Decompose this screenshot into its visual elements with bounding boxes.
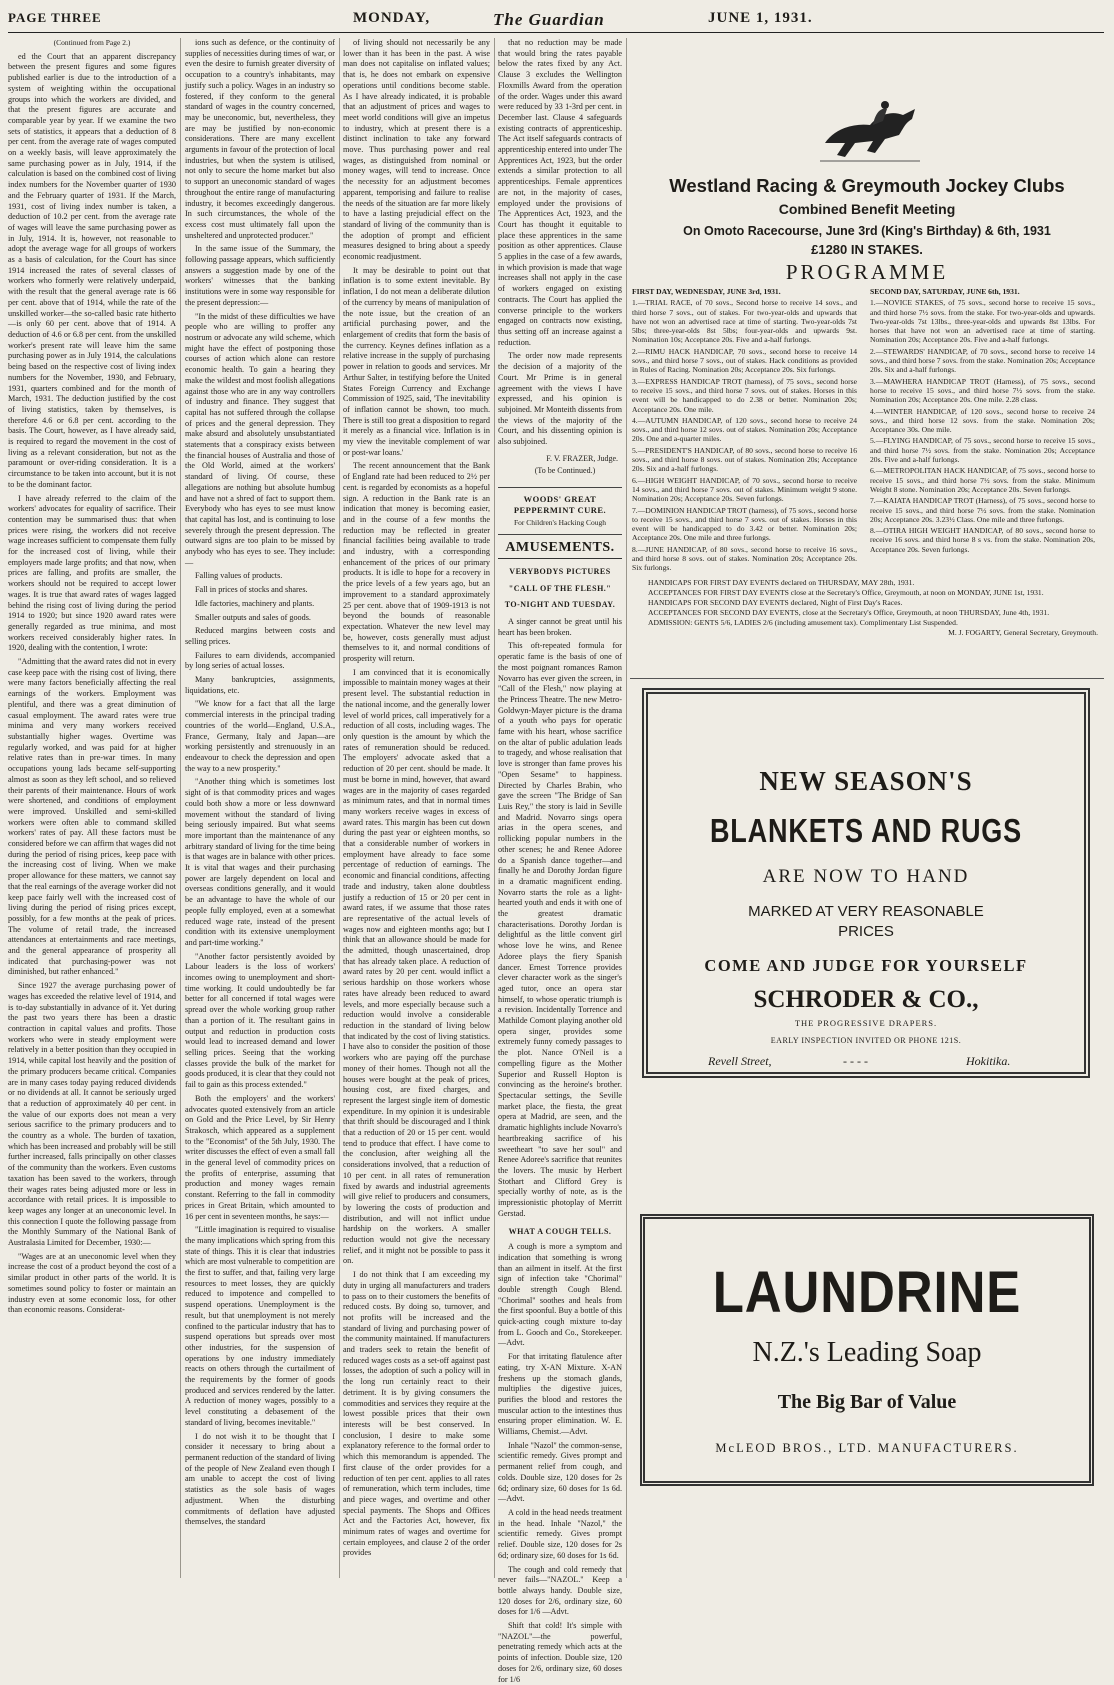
peppermint-ad-title: WOODS' GREAT PEPPERMINT CURE. [513, 494, 607, 515]
article-list-item: Idle factories, machinery and plants. [195, 598, 315, 608]
town-name: Hokitika. [966, 1054, 1011, 1068]
article-paragraph: that no reduction may be made that would bring the rates payable below the rates fixed by any Act. Clause 3 excludes the Wellington Floxmills Award from the operation of the order. Wages under this award were reduced by 33 1-3rd per cent. in December last. Clause 4 safeguards existing contracts of apprenticeship. The Act itself safeguards contracts of apprenticeship entered into under The Apprentices Act, 1923, but the order extends a similar protection to all apprenticeships. Female apprentices are not, in the majority of cases, employed under the provisions of The Apprentices Act, 1923, and the Court has thought it equitable to place these apprentices in the same position as other apprentices. Clause 5 applies in the case of a few awards, in which provision is made that wage increases shall not apply in the case of workers engaged on existing contracts. The Court has applied the converse principle to the workers engaged on contracts now existing, thus setting off an increase against a reduction. [498, 38, 622, 347]
race-event: 6.—HIGH WEIGHT HANDICAP, of 70 sovs., second horse to receive 14 sovs., and third horse 7 sovs. out of stakes. Minimum weight 9 stone. Nomination 20s; Acceptance 20s. Seven furlongs. [632, 475, 857, 504]
notice-line: ACCEPTANCES FOR SECOND DAY EVENTS, close at the Secretary's Office, Greymouth, at noon THURSDAY, June 4th, 1931. [648, 608, 1050, 617]
race-event: 8.—JUNE HANDICAP, of 80 sovs., second horse to receive 16 sovs., and third horse 8 sovs. out of stakes. Nomination 20s; Acceptance 20s. Six furlongs. [632, 544, 857, 573]
article-paragraph: ions such as defence, or the continuity of supplies of necessities during times of war, or even the desire to furnish greater diversity of occupation to a country's inhabitants, may justify such a policy. Wages in an industry so fostered, if they conform to the general standard of wages in the country concerned, may be uneconomic, but, nevertheless, they are may be justified by non-economic considerations. There are many excellent arguments in favour of the protection of local industries, but when the system is utilised, not only to secure the home market but also to support an uneconomic standard of wages throughout the entire range of manufacturing industry, it becomes exceedingly dangerous. In such circumstances, the whole of the excess cost must ultimately fall upon the unsheltered and unprotected producer." [185, 38, 335, 240]
laundrine-soap-advertisement [640, 1214, 1094, 1486]
page-label: PAGE THREE [8, 10, 102, 25]
article-paragraph: In the same issue of the Summary, the following passage appears, which sufficiently answers a suggestion made by one of the workers' witnesses that the banking institutions were in some way responsible for the present depression:— [185, 244, 335, 307]
article-column-4 [498, 38, 622, 1684]
article-paragraph: "Little imagination is required to visualise the many implications which spring from this state of things. This it is clear that industries which are most vulnerable to competition are the first to suffer, and that, failing very large resources to meet losses, they are quickly reduced to impotence and compelled to suspend operations. Unemployment is the result, but that unemployment is not merely confined to the particular industry that has to suspend operations but spreads over most other industries, for the suspension of operations by one industry immediately reacts on others through the curtailment of the requirements by the former of goods produced and services rendered by the latter. A reduction of money wages, possibly to a level constituting a debasement of the standard of living, becomes inevitable." [185, 1225, 335, 1427]
article-paragraph: I am convinced that it is economically impossible to maintain money wages at their present level. The substantial reduction in the national income, and the generally lower level of world prices, call imperatively for a reduction of all costs, including wages. The only question is the amount by which the rates of remuneration should be reduced. The employers' advocate asked that a reduction of 20 per cent. should be made. It must be borne in mind, however, that award wages are in the majority of cases regarded as minimum rates, and that in normal times many workers receive wages in excess of award rates. This margin has been cut down during the past year or eighteen months, so that a considerable number of workers in employment have already to face some percentage of reduction of earnings. The economic and financial conditions, affecting trade and industry, taken alone doubtless justify a reduction of 15 or 20 per cent in award rates, if we assume that those rates are representative of the actual levels of wages now and eighteen months ago; but I think that an allowance should be made for the admitted, though unascertained, drop that has already taken place. A reduction of award rates by 20 per cent. would inflict a serious hardship on those workers whose rates have already been reduced to award levels, and more especially because such a reduction would involve a considerable reduction in the standard of living below that indicated by the cost of living statistics. I have also to consider the position of those workers who are paying off the purchase money of their homes. Though not all the houses were bought at the peak of prices, housing cost, are fixed charges, and represent the largest single item of domestic expenditure. In my opinion it is undesirable that thrift should be discouraged and I think that a reduction of 20 or 15 per cent. would tend to produce that effect. I have come to the conclusion, after weighing all the considerations involved, that a reduction of 10 per cent. in all rates of remuneration fixed by awards and industrial agreements will give relief to producers and consumers, by lowering the costs of production and distribution, and will not inflict undue hardship on the workers. A smaller reduction would not give the necessary relief, and it might not be possible to pass it on. [343, 667, 490, 1266]
article-paragraph: "We know for a fact that all the large commercial interests in the principal trading countries of the world—England, U.S.A., France, Germany, Italy and Japan—are working persistently and strenuously in an endeavour to check the depression and open the way to a new prosperity." [185, 699, 335, 773]
masthead [8, 8, 1104, 33]
programme-heading: PROGRAMME [785, 260, 949, 284]
article-column-3 [343, 38, 490, 1578]
article-paragraph: "Another thing which is sometimes lost sight of is that commodity prices and wages could both show a more or less downward movement without the standard of living being seriously impaired. But what seems more important than the maintenance of any arbitrary standard of living for the time being is that wages are in balance with other prices. It is vital that wages and their purchasing power are largely dependent on local and overseas conditions generally, and it would be an advantage to have the whole of our people fully employed, even at a somewhat reduced wage rate, instead of the present condition with its extensive unemployment and part-time working." [185, 777, 335, 947]
second-day-programme [870, 287, 1095, 556]
race-event: 1.—NOVICE STAKES, of 75 sovs., second horse to receive 15 sovs., and third horse 7½ sovs. from the stake. For two-year-olds and upwards. Two-year-olds 7st 13lbs., three-year-olds and upwards 8st 13lbs. For horses that have not won an advertised race at time of starting. Nomination 20s; Acceptance 20s. Five and a-half furlongs. [870, 298, 1095, 345]
blankets-rugs-heading: BLANKETS AND RUGS [709, 812, 1023, 849]
race-event: 2.—RIMU HACK HANDICAP, 70 sovs., second horse to receive 14 sovs., and third horse 7 sovs., out of stakes. Hack conditions as provided in Rules of Racing. Nomination 20s; Acceptance 20s. Six furlongs. [632, 346, 857, 375]
article-paragraph: I do not wish it to be thought that I consider it necessary to bring about a permanent reduction of the standard of living of the people of New Zealand even though I am unable to accept the cost of living statistics as the sole basis of wages adjustment. When the disturbing commitments of deflation have adjusted themselves, the standard [185, 1431, 335, 1527]
laundrine-brand: LAUNDRINE [712, 1260, 1022, 1325]
article-list-item: Failures to earn dividends, accompanied by long series of actual losses. [185, 650, 335, 671]
peppermint-cure-ad [498, 487, 622, 535]
amusements-section [498, 540, 622, 611]
advert-paragraph: Inhale "Nazol" the common-sense, scientific remedy. Gives prompt and permanent relief from cough, and colds. Double size, 120 doses for 2s 6d; ordinary size, 60 doses for 1s 6d.—Advt. [498, 1440, 622, 1504]
firm-name: SCHRODER & CO., [753, 986, 979, 1013]
article-paragraph: "Another factor persistently avoided by Labour leaders is the loss of workers' incomes owing to unemployment and short-time working. It could undoubtedly be far better for all concerned if total wages were spread over the whole working group rather than a portion of it. The resultant gains in output and reduction in production costs would lead to increased demand and lower selling prices. Seeing that the working classes provide the bulk of the market for goods produced, it is clear that they could not fail to gain as this process extended." [185, 951, 335, 1090]
review-paragraph: A singer cannot be great until his heart has been broken. [498, 617, 622, 637]
race-event: 4.—WINTER HANDICAP, of 120 sovs., second horse to receive 24 sovs., and third horse 12 sovs. from the stake. Nomination 20s; Acceptance 30s. One mile. [870, 406, 1095, 435]
film-title: "CALL OF THE FLESH." [508, 583, 612, 593]
manufacturer-line: McLEOD BROS., LTD. MANUFACTURERS. [715, 1441, 1019, 1455]
article-column-2 [185, 38, 335, 1578]
amusements-heading: AMUSEMENTS. [498, 543, 622, 559]
article-paragraph: Since 1927 the average purchasing power of wages has exceeded the relative level of 1914, and is to-day substantially in advance of it. Yet during the past two years there has been a drastic contraction in capital values and profits. Those workers who were in steady employment were relatively in a better position than they occupied in 1914, while capital lost heavily and the position of the primary producers became critical. Companies are in many cases today paying reduced dividends or no dividends at all. It cannot be seriously urged that a reduction of approximately 40 per cent. in the value of our exports does not mean a very serious sacrifice to the primary producers and to the country as a whole. The burden of taxation, which has been increased and probably will be still further increased, falls principally on other classes of the community than the workers. Even customs taxation has been saved to the workers, through their wages rates being adjusted more or less in accordance with retail prices. It is impossible to keep wages any longer at an uneconomic level. In this connection I quote the following passage from the Monthly Summary of the National Bank of Australasia Limited for December, 1930:— [8, 981, 176, 1248]
to-be-continued: (To be Continued.) [534, 466, 596, 476]
race-event: 5.—FLYING HANDICAP, of 75 sovs., second horse to receive 15 sovs., and third horse 7½ sovs. from the stake. Nomination 20s; Acceptance 20s. Five and a-half furlongs. [870, 436, 1095, 465]
advert-paragraph: A cough is more a symptom and indication that something is wrong than an ailment in itself. At the first sign of infection take "Chorimal" double strength Cough Blend. "Chorimal" soothes and heals from the first spoonful. Buy a bottle of this quick-acting cough mixture to-day from L. Gooch and Co., Storekeeper.—Advt. [498, 1242, 622, 1348]
article-list-item: Fall in prices of stocks and shares. [195, 585, 308, 595]
address-dashes: - - - - [843, 1054, 868, 1068]
racing-advertisement [630, 38, 1104, 679]
continued-note: (Continued from Page 2.) [53, 38, 131, 47]
notice-line: HANDICAPS FOR FIRST DAY EVENTS declared on THURSDAY, MAY 28th, 1931. [648, 578, 915, 587]
advert-paragraph: For that irritating flatulence after eating, try X-AN Mixture. X-AN freshens up the stomach glands, multiplies the digestive juices, purifies the blood and restores the muscular action to the intestines thus ensuring proper elimination. W. E. Williams, Chemist.—Advt. [498, 1352, 622, 1437]
race-event: 2.—STEWARDS' HANDICAP, of 70 sovs., second horse to receive 14 sovs., and third horse 7 sovs. from the stake. Nomination 20s; Acceptance 20s. Six and a-half furlongs. [870, 346, 1095, 375]
article-list-item: Falling values of products. [195, 571, 283, 581]
stakes-total: £1280 IN STAKES. [811, 242, 923, 257]
issue-date: JUNE 1, 1931. [708, 10, 813, 26]
big-bar-slogan: The Big Bar of Value [777, 1391, 957, 1413]
race-event: 6.—METROPOLITAN HACK HANDICAP, of 75 sovs., second horse to receive 15 sovs., and third horse 7½ sovs. from the stake. Minimum Weight 8 stone. Nomination 20s; Acceptance 20s. Seven furlongs. [870, 466, 1095, 494]
issue-day: MONDAY, [353, 10, 431, 26]
reasonable-prices: MARKED AT VERY REASONABLE PRICES [748, 903, 984, 940]
newspaper-title: The Guardian [493, 10, 605, 29]
article-paragraph: ed the Court that an apparent discrepancy between the present figures and some figures published earlier is due to the introduction of a system of weighting within the occupational groups into which the workers are divided, and that the present figures are accurate and comparable year by year. If we examine the two sets of statistics, it appears that a deduction of 8 per cent. from the average rate of wages computed on a weekly basis, will leave approximately the same purchasing power as in July, 1914, if the calculation is based on the combined cost of living index numbers for the November quarter of 1930 and the February quarter of 1931. If the March, 1931, cost of living index number is taken, a deduction of 10.2 per cent. from the average rate of wages will leave the same purchasing power as in July, 1914. It is, however, not reasonable to adopt the average wage for all groups of workers as a basis of calculation, for the Court has since 1914 increased the rates of several classes of workers who formerly were relatively underpaid, with the result that the general average rate is 66 per cent. above that of 1914, while the rate of the unskilled worker—the so-called basic rate hitherto—is only 60 per cent. above that of 1914. A deduction of 4.6 or 6.8 per cent. from the unskilled worker's present rate will leave him the same purchasing power as in July 1914, the calculations being based on the respective cost of living index numbers for the November, 1930, and February, 1931, quarters combined and for the month of March, 1931. The deduction justified by the cost of living statistics, taken by themselves, is therefore 4.6 or 6.8 per cent. according to the basis. The Court, however, as I have already said, is required to regard the movement in the cost of living as a relevant consideration, but not as the paramount or over-riding consideration. It is a circumstance to be taken into account, but it is not to be the dominant factor. [8, 51, 176, 489]
race-venue: On Omoto Racecourse, June 3rd (King's Birthday) & 6th, 1931 [683, 224, 1051, 238]
article-paragraph: "Admitting that the award rates did not in every case keep pace with the rising cost of living, there were many factors beneficially affecting the real earnings of the workers. Employment was plentiful, and there was a great diminution of casual employment. The award rates were true minima and very many workers received substantially higher wages. Overtime was regularly worked, and was paid for at higher relative rates than in pre-war times. In many occupations young lads became self-supporting almost as soon as they left school, and so relieved their parents of their maintenance. Hours of work were shortened, and conditions of employment were improved. Unskilled and semi-skilled workers were often able to command skilled workers' rates of pay. All these factors must be considered before we can affirm that wages did not during the period of rising prices, keep pace with the increasing cost of living. When we make proper allowance for these matters, we cannot say that the real earnings of the average worker did not keep pace fairly well with the increased cost of living during the period of rising prices except, possibly, for a few months at the peak of prices. The volume of retail trade, the increased attendances at entertainments and race meetings, and the general appearance of prosperity all indicated that purchasing-power was not diminished, but rather enhanced." [8, 657, 176, 977]
article-column-1 [8, 38, 176, 1578]
column-rule [339, 38, 340, 1578]
article-list-item: Reduced margins between costs and selling prices. [185, 626, 335, 646]
horse-and-jockey-illustration [815, 83, 925, 168]
article-paragraph: Both the employers' and the workers' advocates quoted extensively from an article on Gold and the Price Level, by Sir Henry Strakosch, which appeared as a supplement to the "Economist" of the 5th July, 1930. The writer discusses the effect of even a small fall in the general level of commodity prices on the profits of enterprise, assuming that production and money wages remain constant. Referring to the fall in commodity prices in Great Britain, which amounted to 16 per cent in seventeen months, he says:— [185, 1093, 335, 1221]
come-and-judge: COME AND JUDGE FOR YOURSELF [704, 956, 1028, 975]
article-paragraph: It may be desirable to point out that inflation is to some extent inevitable. By inflation, I do not mean a deliberate dilution of the currency by means of manipulation of the note issue, but the creation of an artificial purchasing power, and the enlargement of credits that form the basis of the currency. Keynes defines inflation as a relative increase in the supply of purchasing power in relation to goods and services. Mr Arthur Salter, in testifying before the United States Foreign Currency and Exchange Commission of 1925, said, 'The inevitability of inflation cannot be shown, too much. There is still too great a disposition to regard it merely as a financial vice. Inflation is in my view the inevitable complement of war or post-war loans.' [343, 265, 490, 457]
new-seasons-heading: NEW SEASON'S [759, 766, 973, 796]
article-paragraph: "Wages are at an uneconomic level when they increase the cost of a product beyond the cost of a similar product in other parts of the world. It is sometimes sound policy to foster or maintain an industry even at some economic loss, for other than economic reasons. Considerat- [8, 1251, 176, 1315]
race-event: 1.—TRIAL RACE, of 70 sovs., Second horse to receive 14 sovs., and third horse 7 sovs., out of stakes. For two-year-olds and upwards that have not won an advertised race at time of starting. Two-year-olds 7st 5lbs; three-year-olds 8st 5lbs; four-year-olds and upwards 9st. Nomination 10s; Acceptance 20s. Five and a-half furlongs. [632, 298, 857, 345]
race-event: 7.—DOMINION HANDICAP TROT (harness), of 75 sovs., second horse to receive 15 sovs., and third horse 7 sovs. out of stakes. Horses in this event will be handicapped to do 3.42 or better. Nomination 20s; Acceptance 20s. One mile and three furlongs. [632, 505, 857, 543]
racing-club-name: Westland Racing & Greymouth Jockey Clubs [669, 175, 1065, 196]
blankets-advertisement [642, 688, 1090, 1078]
now-to-hand: ARE NOW TO HAND [762, 866, 970, 887]
racing-notices [648, 578, 1098, 638]
first-day-heading: FIRST DAY, WEDNESDAY, JUNE 3rd, 1931. [632, 287, 781, 296]
advert-paragraph: Shift that cold! It's simple with "NAZOL"—the powerful, penetrating remedy which acts at the points of infection. Double size, 120 doses for 2/6, ordinary size, 60 doses for 1/6 [498, 1621, 622, 1684]
peppermint-ad-subtitle: For Children's Hacking Cough [514, 517, 606, 527]
article-paragraph: The order now made represents the decision of a majority of the Court. Mr Prime is in general agreement with the views I have expressed, and his opinion is subjoined. Mr Monteith dissents from the views of the majority of the Court, and his dissenting opinion is also subjoined. [498, 351, 622, 447]
race-event: 3.—EXPRESS HANDICAP TROT (harness), of 75 sovs., second horse to receive 15 sovs., and third horse 7 sovs. out of stakes. Horses in this event will be handicapped to do 2.38 or better. Nomination 20s; Acceptance 20s. One mile. [632, 376, 857, 414]
firm-tagline: THE PROGRESSIVE DRAPERS. [794, 1018, 938, 1028]
advert-paragraph: The cough and cold remedy that never fails—"NAZOL." Keep a bottle always handy. Double size, 120 doses for 2/6, ordinary size, 60 doses for 1/6 —Advt. [498, 1564, 622, 1617]
inspection-invite: EARLY INSPECTION INVITED OR PHONE 121S. [770, 1036, 962, 1045]
leading-soap-slogan: N.Z.'s Leading Soap [752, 1337, 982, 1368]
cough-heading: WHAT A COUGH TELLS. [508, 1227, 612, 1237]
advert-paragraph: A cold in the head needs treatment in the head. Inhale "Nazol," the scientific remedy. Gives prompt relief. Double size, 120 doses for 2s 6d; ordinary size, 60 doses for 1s 6d. [498, 1508, 622, 1560]
column-rule [626, 38, 627, 1578]
race-event: 5.—PRESIDENT'S HANDICAP, of 80 sovs., second horse to receive 16 sovs., and third horse 8 sovs. out of stakes. Nomination 20s; Acceptance 20s. Six and a-half furlongs. [632, 445, 857, 474]
article-paragraph: of living should not necessarily be any lower than it has been in the past. A wise man does not capitalise on inflated values; that is, he does not embark on expensive operations until conditions become stable. As I have already indicated, it is probable that an adjustment of prices and wages to meet world conditions will give an impetus to industry, which at present there is a distinct inclination to take any forward move. Thus purchasing power and real wages, as distinguished from nominal or money wages, will tend to increase. Once the necessity for an adjustment becomes apparent, temporising and failure to realise the needs of the situation are far more likely to have a lasting prejudicial effect on the standard of living of the community than is the adoption of prompt and efficient measures designed to bring about a speedy economic readjustment. [343, 38, 490, 262]
article-list-item: Smaller outputs and sales of goods. [195, 612, 311, 622]
showing-times: TO-NIGHT AND TUESDAY. [504, 600, 616, 610]
article-paragraph: I do not think that I am exceeding my duty in urging all manufacturers and traders to pass on to their customers the benefits of reduced costs. By doing so, turnover, and not profits will be increased and the standard of living and purchasing power of the community maintained. If manufacturers and traders seek to retain the benefit of reduced wages costs as a set-off against past losses, the adoption of such a policy will in the long run certainly react to their detriment. It is by giving consumers the commodities and services they require at the lowest possible prices that their own interests will be best conserved. In conclusion, I desire to make some explanatory reference to the formal order to which this memorandum is appended. The first clause of the order provides for a reduction of ten per cent. applies to all rates of remuneration, which term includes, time and piece wages, and overtime and other special payments. The Shops and Offices Act and the Factories Act, however, fix minimum rates of wages and overtime for certain employees, and clause 2 of the order provides [343, 1270, 490, 1558]
race-event: 3.—MAWHERA HANDICAP TROT (Harness), of 75 sovs., second horse to receive 15 sovs., and third horse 7½ sovs. from the stake. Nomination 20s; Acceptance 20s. One mile. 2.28 class. [870, 376, 1095, 405]
meeting-title: Combined Benefit Meeting [778, 201, 956, 217]
article-paragraph: The recent announcement that the Bank of England rate had been reduced to 2½ per cent. is regarded by economists as a hopeful sign. A reduction in the Bank rate is an indication that money is becoming easier, and in the course of a few months the reduction may be reflected in greater financial facilities being available to trade and industry, with a corresponding enhancement of the prices of our primary products. It is idle to hope for a recovery in the price levels of a few years ago, but an improvement to a standard approximately 25 per cent. above that of 1909-1913 is not beyond the bounds of reasonable expectation. Whatever the new level may be, however, costs generally must adjust themselves to it, and normal conditions of prosperity will return. [343, 461, 490, 664]
article-list-item: Many bankruptcies, assignments, liquidations, etc. [185, 675, 335, 695]
article-paragraph: I have already referred to the claim of the workers' advocates for equality of sacrifice. Their contention may be summarised thus: that when prices were rising, the workers did not receive wage increases sufficient to compensate them fully for the increased cost of living, while their employers made large profits; and that now, when prices are falling, and profits are smaller, the workers should not be required to accept lower wages. It is true that award rates of wages lagged behind the rising cost of living during the period 1914 to 1920; but since 1920 award rates were generally regarded as true minima, and most workers received considerably higher rates. In 1920, dealing with the contention, I wrote: [8, 493, 176, 653]
secretary-signature: M. J. FOGARTY, General Secretary, Greymouth. [948, 628, 1098, 637]
race-event: 7.—KAIATA HANDICAP TROT (Harness), of 75 sovs., second horse to receive 15 sovs., and third horse 7½ sovs. from the stake. Nomination 20s; Acceptance 20s. 3.23½ Class. One mile and three furlongs. [870, 496, 1095, 524]
race-event: 8.—OTIRA HIGH WEIGHT HANDICAP, of 80 sovs., second horse to receive 16 sovs. and third horse 8 s vs. from the stake. Nomination 20s, Acceptance 20s. Seven furlongs. [870, 526, 1095, 554]
notice-line: HANDICAPS FOR SECOND DAY EVENTS declared, Night of First Day's Races. [648, 598, 903, 607]
notice-line: ACCEPTANCES FOR FIRST DAY EVENTS close at the Secretary's Office, Greymouth, at noon on MONDAY, JUNE 1st, 1931. [648, 588, 1044, 597]
column-rule [494, 38, 495, 1578]
article-paragraph: "In the midst of these difficulties we have people who are willing to proffer any nostrum or advocate any wild scheme, which might have the effect of postponing those courses of action which alone can restore economic health. To gain a hearing they make the wildest and most foolish allegations against those who are in any way controllers of industry and finance. They suggest that capital has not suffered through the collapse of prices and the general depression. They make absurd and absolutely unsubstantiated statements that a conspiracy exists between the financial houses of Australia and those of the Old World, aimed at the workers' standard of living. Of course, these allegations are nothing but absolute humbug and have not a shred of fact to support them. Everybody who has eyes to see must know that capital has lost, and is continuing to lose severely through the present depression. The outward signs are too plain to be missed by anybody who has eyes to see. They include:— [185, 311, 335, 567]
second-day-heading: SECOND DAY, SATURDAY, JUNE 6th, 1931. [870, 287, 1020, 296]
first-day-programme [632, 287, 857, 575]
column-rule [180, 38, 181, 1578]
street-address: Revell Street, [708, 1054, 772, 1068]
review-paragraph: This oft-repeated formula for operatic fame is the basis of one of the most poignant romances Ramon Novarro has ever given the screen, in "Call of the Flesh," now playing at the Princess Theatre. The new Metro-Goldwyn-Mayer picture is the drama of a youth who pays for operatic fame with his heart, whose sacrifice on the altar of public adulation leads to tragedy, and whose realisation that love is stronger than fame proves his "Open Sesame" to happiness. Directed by Charles Brabin, who gave the screen "The Bridge of San Luis Rey," the story is laid in Seville and Madrid. Novarro sings opera arias in the opera scenes, and rollicking popular numbers in the other scenes; he and Renee Adoree do a Spanish dance together—and finally he and Dorothy Jordan figure in a dramatic magnificent ending. Novarro starts the role as a light-hearted youth and ends it with one of the greatest dramatic characterisations. Dorothy Jordan is delightful as the little convent girl whose love he wins, and Renee Adoree plays the fiery Spanish dancer. Ernest Torrence provides clever character work as the singer's aged tutor, once an opera star himself, to whose operatic triumph is a revision. Incidentally Torrence and Mathilde Comont playing another old opera singer, provides some extremely funny comedy passages to the plot. Nance O'Neil is a compelling figure as the Mother Superior and Russell Hopton is convincing as the heroine's brother. Spectacular settings, the Seville market place, the fiesta, the great opera at Madrid, are seen, and the dramatic highlights include Novarro's heartbreaking sacrifice of his sweetheart "to save her soul" and Renee Adoree's sacrifice that reunites the lovers. The music by Herbert Stothart and Clifford Grey is specially worthy of note, as is the impressionistic photoplay of Merritt Gerstad. [498, 641, 622, 1218]
cinema-name: VERYBODYS PICTURES [509, 566, 611, 576]
notice-line: ADMISSION: GENTS 5/6, LADIES 2/6 (including amusement tax). Complimentary List Suspended. [648, 618, 958, 627]
judge-signature: F. V. FRAZER, Judge. [546, 453, 618, 463]
race-event: 4.—AUTUMN HANDICAP, of 120 sovs., second horse to receive 24 sovs., and third horse 12 sovs. out of stakes. Nomination 20s; Acceptance 20s. One and a-quarter miles. [632, 415, 857, 444]
